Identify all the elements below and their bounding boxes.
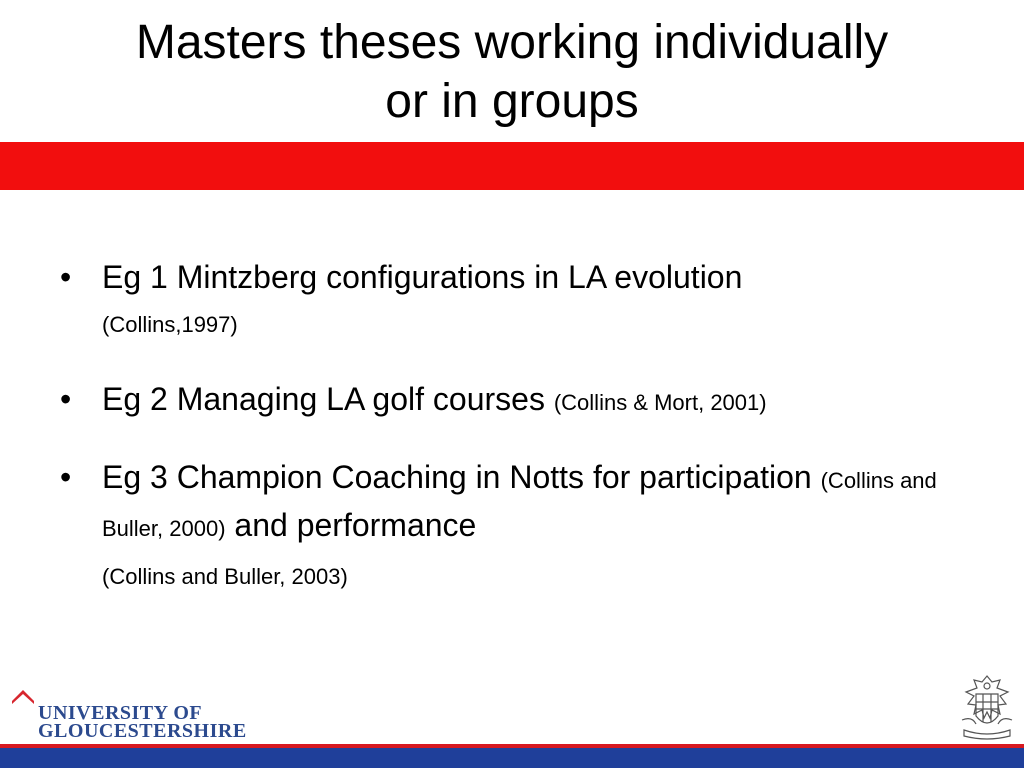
bullet-marker: • <box>60 381 72 417</box>
title-line-2: or in groups <box>385 74 639 128</box>
bullet-2-citation: (Collins & Mort, 2001) <box>553 390 767 415</box>
title-line-1: Masters theses working individually <box>135 16 889 69</box>
logo-text-line-2: GLOUCESTERSHIRE <box>38 720 247 742</box>
bullet-3-text-cont: and performance <box>234 507 477 543</box>
heraldic-crest-icon <box>956 672 1018 740</box>
bullet-item-2 <box>58 377 978 425</box>
university-logo <box>8 682 247 742</box>
bullet-item-3 <box>58 455 978 599</box>
logo-text-line-1: UNIVERSITY OF <box>38 702 203 724</box>
bullet-3-citation-2: (Collins and Buller, 2003) <box>102 564 348 589</box>
title-red-band <box>0 142 1024 190</box>
bullet-2-text: Eg 2 Managing LA golf courses <box>102 381 545 417</box>
bullet-marker: • <box>60 259 72 295</box>
bullet-marker: • <box>60 459 72 495</box>
bullet-1-text: Eg 1 Mintzberg configurations in LA evolution <box>102 259 743 295</box>
footer-blue-band <box>0 748 1024 768</box>
bullet-list <box>58 255 978 599</box>
bullet-3-text: Eg 3 Champion Coaching in Notts for participation <box>102 459 812 495</box>
bullet-item-1 <box>58 255 978 347</box>
bullet-3-citation: (Collins and Buller, 2000) <box>102 468 937 541</box>
roof-chevron-icon <box>10 684 36 704</box>
bullet-1-citation: (Collins,1997) <box>102 312 238 337</box>
slide-title <box>0 14 1024 131</box>
